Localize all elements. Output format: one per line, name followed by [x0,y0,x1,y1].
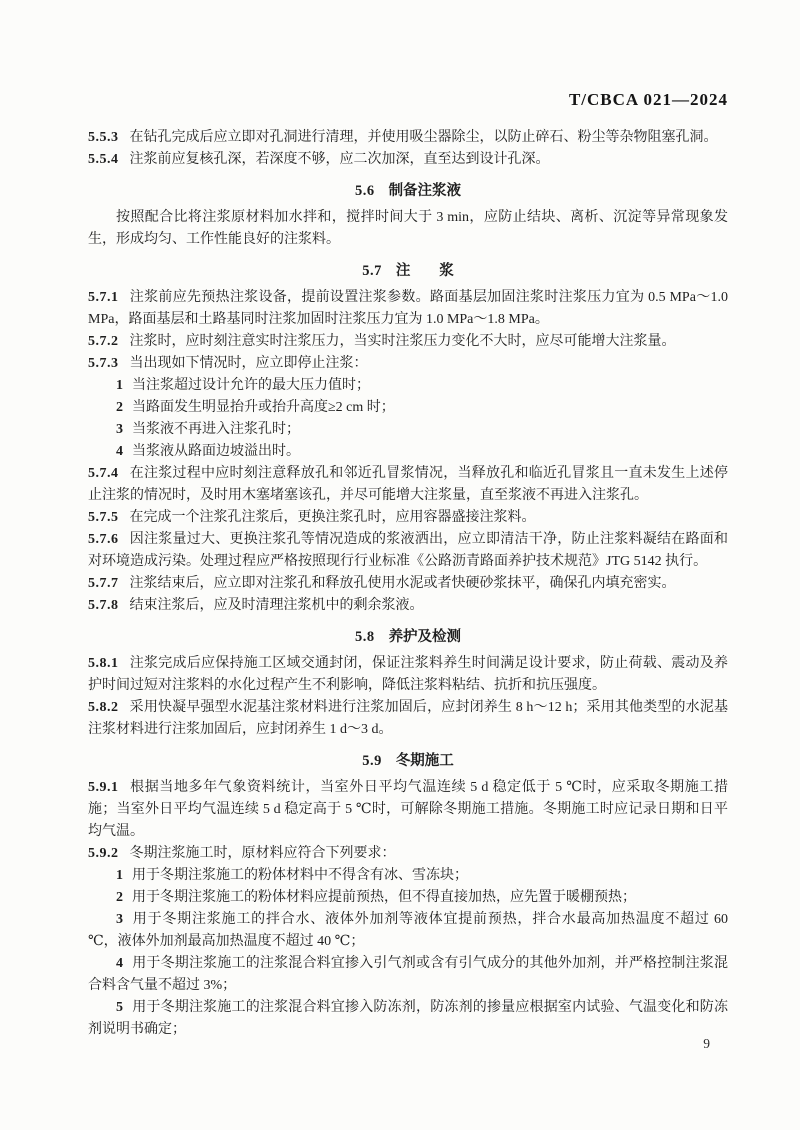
list-item-3 [88,909,728,953]
item-text: 当路面发生明显抬升或抬升高度≥2 cm 时； [132,400,395,415]
list-item-4 [88,441,728,463]
list-item-2 [88,397,728,419]
clause-number: 5.8.1 [88,656,119,671]
clause-text: 当出现如下情况时，应立即停止注浆： [129,356,368,371]
item-number: 2 [116,400,123,415]
section-title: 冬期施工 [395,753,454,769]
clause-number: 5.9.1 [88,780,119,795]
clause-5.7.8 [88,595,728,617]
clause-5.7.4 [88,463,728,507]
clause-5.8.2 [88,697,728,741]
list-item-1 [88,865,728,887]
section-heading-5.6 [88,180,728,202]
item-number: 1 [116,378,123,393]
section-number: 5.9 [362,753,382,769]
clause-text: 注浆完成后应保持施工区域交通封闭，保证注浆料养生时间满足设计要求，防止荷载、震动及养护时间过短对注浆料的水化过程产生不利影响，降低注浆料粘结、抗折和抗压强度。 [88,656,728,693]
clause-5.7.5 [88,507,728,529]
clause-number: 5.5.3 [88,130,119,145]
clause-text: 在完成一个注浆孔注浆后，更换注浆孔时，应用容器盛接注浆料。 [129,510,536,525]
item-number: 3 [116,912,123,927]
list-item-2 [88,887,728,909]
clause-text: 注浆时，应时刻注意实时注浆压力，当实时注浆压力变化不大时，应尽可能增大注浆量。 [129,334,676,349]
clause-text: 采用快凝早强型水泥基注浆材料进行注浆加固后，应封闭养生 8 h～12 h；采用其他类型的水泥基注浆材料进行注浆加固后，应封闭养生 1 d～3 d。 [88,700,728,737]
item-text: 用于冬期注浆施工的注浆混合料宜掺入引气剂或含有引气成分的其他外加剂，并严格控制注浆混合料含气量不超过 3%； [88,956,728,993]
clause-5.9.1 [88,777,728,843]
item-text: 当注浆超过设计允许的最大压力值时； [132,378,370,393]
section-title: 养护及检测 [388,629,462,645]
item-number: 4 [116,444,123,459]
item-text: 用于冬期注浆施工的拌合水、液体外加剂等液体宜提前预热，拌合水最高加热温度不超过 60 ℃，液体外加剂最高加热温度不超过 40 ℃； [88,912,728,949]
section-heading-5.9 [88,750,728,772]
clause-text: 冬期注浆施工时，原材料应符合下列要求： [129,846,396,861]
document-body [0,110,800,1041]
clause-text: 注浆前应复核孔深，若深度不够，应二次加深，直至达到设计孔深。 [129,152,550,167]
list-item-5 [88,997,728,1041]
item-number: 2 [116,890,123,905]
page-number: 9 [703,1036,710,1051]
item-text: 用于冬期注浆施工的粉体材料应提前预热，但不得直接加热，应先置于暖棚预热； [132,890,636,905]
clause-number: 5.7.4 [88,466,119,481]
item-text: 用于冬期注浆施工的粉体材料中不得含有冰、雪冻块； [132,868,468,883]
clause-number: 5.7.2 [88,334,119,349]
item-text: 用于冬期注浆施工的注浆混合料宜掺入防冻剂，防冻剂的掺量应根据室内试验、气温变化和防冻剂说明书确定； [88,1000,728,1037]
clause-number: 5.8.2 [88,700,119,715]
list-item-1 [88,375,728,397]
clause-number: 5.7.3 [88,356,119,371]
clause-text: 根据当地多年气象资料统计，当室外日平均气温连续 5 d 稳定低于 5 ℃时，应采取冬期施工措施；当室外日平均气温连续 5 d 稳定高于 5 ℃时，可解除冬期施工措施。冬期施工时应记录日期和日平均气温。 [88,780,728,839]
clause-number: 5.7.1 [88,290,119,305]
clause-number: 5.9.2 [88,846,119,861]
clause-5.7.1 [88,287,728,331]
section-heading-5.7 [88,260,728,282]
section-number: 5.8 [354,629,375,645]
clause-text: 在钻孔完成后应立即对孔洞进行清理，并使用吸尘器除尘，以防止碎石、粉尘等杂物阻塞孔洞。 [129,130,718,145]
clause-number: 5.7.5 [88,510,119,525]
clause-text: 注浆前应先预热注浆设备，提前设置注浆参数。路面基层加固注浆时注浆压力宜为 0.5 MPa～1.0 MPa，路面基层和土路基同时注浆加固时注浆压力宜为 1.0 MPa～1.8 MPa。 [88,290,728,327]
clause-text: 结束注浆后，应及时清理注浆机中的剩余浆液。 [129,598,424,613]
section-number: 5.7 [362,263,382,279]
item-number: 5 [116,1000,123,1015]
item-number: 4 [116,956,123,971]
standard-number-header: T/CBCA 021—2024 [568,90,728,109]
clause-5.7.2 [88,331,728,353]
section-heading-5.8 [88,626,728,648]
list-item-4 [88,953,728,997]
clause-5.7.6 [88,529,728,573]
section-number: 5.6 [354,183,375,199]
clause-text: 注浆结束后，应立即对注浆孔和释放孔使用水泥或者快硬砂浆抹平，确保孔内填充密实。 [129,576,676,591]
clause-5.7.3 [88,353,728,375]
clause-5.9.2 [88,843,728,865]
item-text: 当浆液从路面边坡溢出时。 [132,444,300,459]
section-title: 注 浆 [395,263,454,279]
clause-number: 5.7.8 [88,598,119,613]
paragraph-5.6: 按照配合比将注浆原材料加水拌和，搅拌时间大于 3 min，应防止结块、离析、沉淀等异常现象发生，形成均匀、工作性能良好的注浆料。 [88,210,728,247]
clause-5.5.4 [88,149,728,171]
item-number: 3 [116,422,123,437]
clause-text: 因注浆量过大、更换注浆孔等情况造成的浆液洒出，应立即清洁干净，防止注浆料凝结在路面和对环境造成污染。处理过程应严格按照现行行业标准《公路沥青路面养护技术规范》JTG 5142 执行。 [88,532,728,569]
section-title: 制备注浆液 [388,183,462,199]
clause-number: 5.7.7 [88,576,119,591]
clause-5.5.3 [88,127,728,149]
clause-5.8.1 [88,653,728,697]
list-item-3 [88,419,728,441]
clause-number: 5.7.6 [88,532,119,547]
clause-5.7.7 [88,573,728,595]
clause-text: 在注浆过程中应时刻注意释放孔和邻近孔冒浆情况，当释放孔和临近孔冒浆且一直未发生上述停止注浆的情况时，及时用木塞堵塞该孔，并尽可能增大注浆量，直至浆液不再进入注浆孔。 [88,466,728,503]
item-number: 1 [116,868,123,883]
clause-number: 5.5.4 [88,152,119,167]
item-text: 当浆液不再进入注浆孔时； [132,422,300,437]
